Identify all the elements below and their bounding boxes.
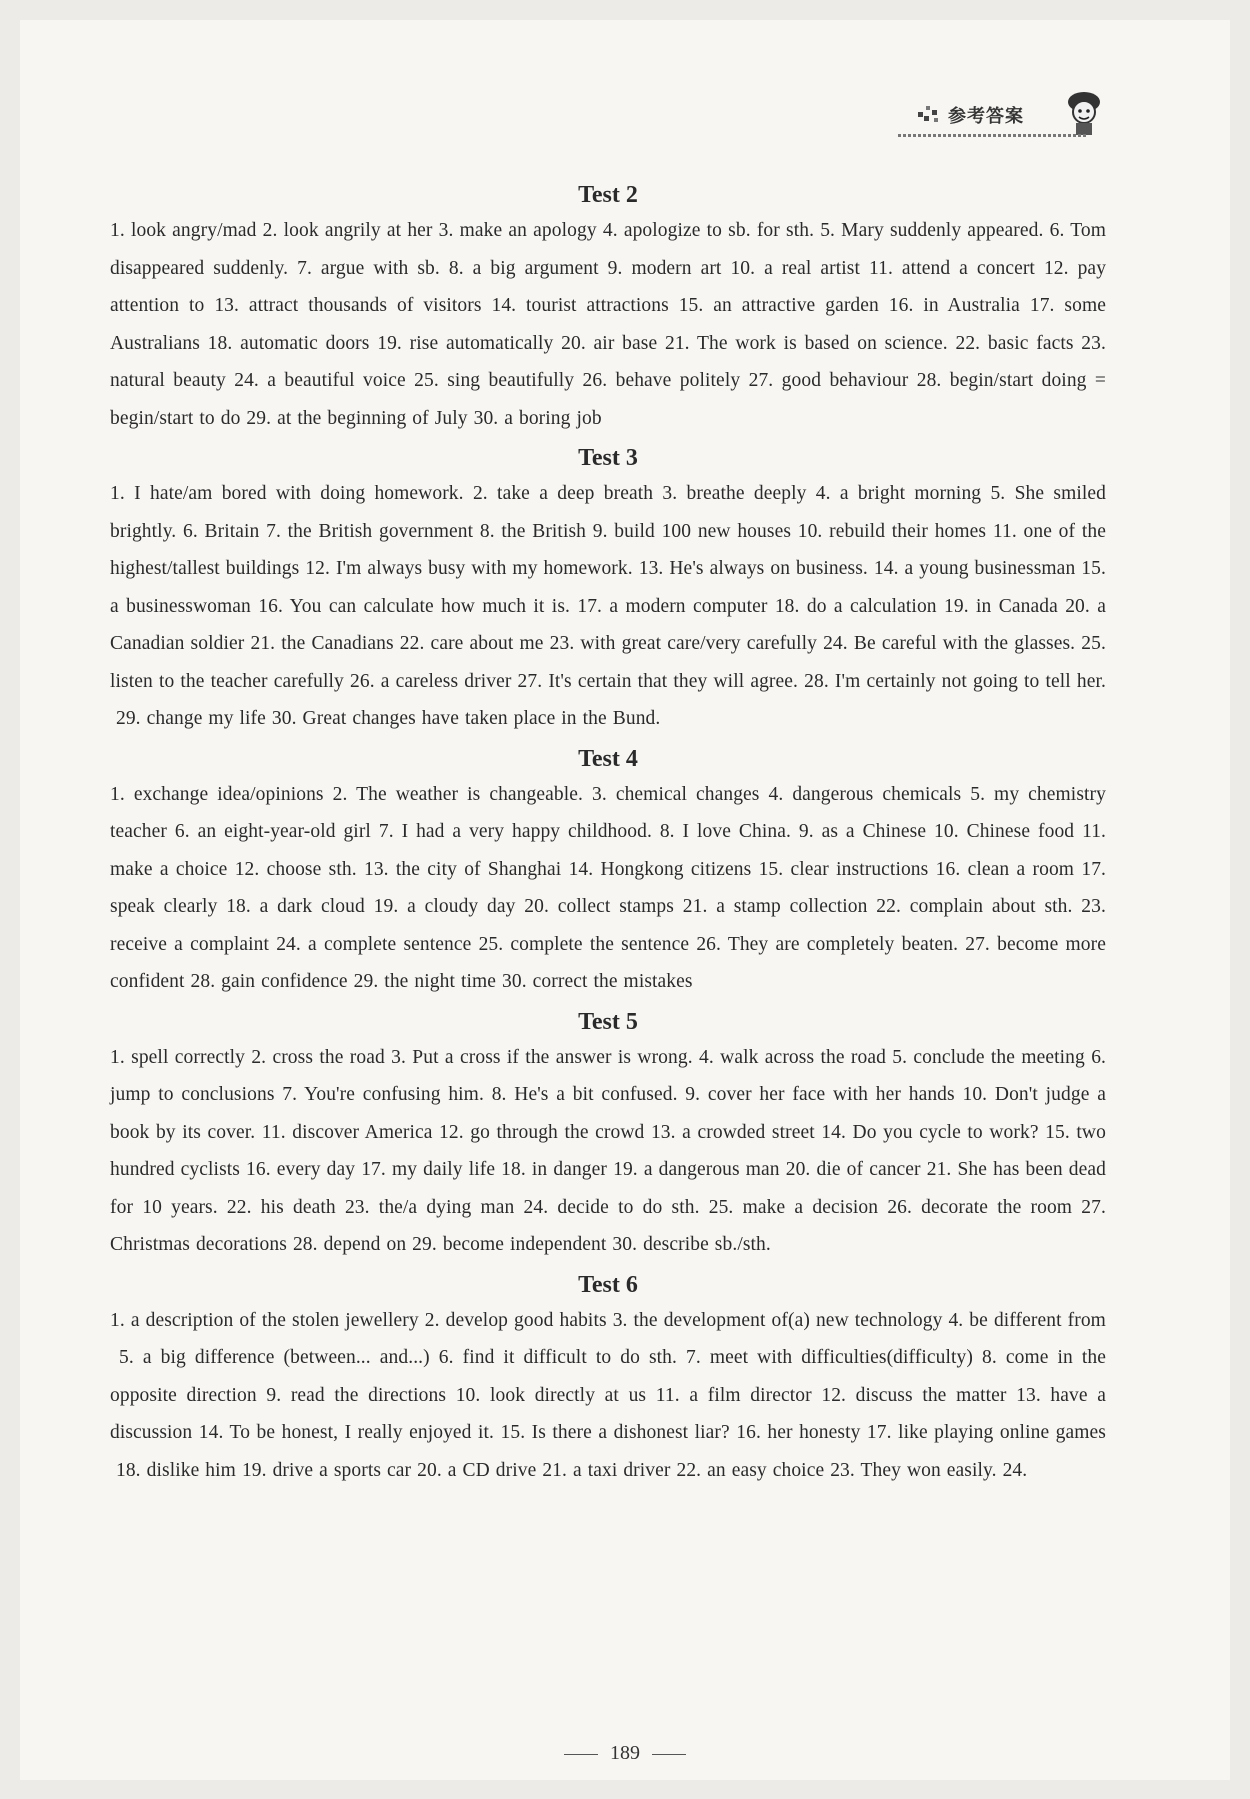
answer-item: 11. attend a concert [869, 257, 1035, 279]
answer-item: 22. care about me [399, 633, 544, 654]
answer-list [110, 1039, 1106, 1264]
answer-item: 19. a cloudy day [373, 896, 516, 917]
answer-item: 15. Is there a dishonest liar? [500, 1422, 730, 1443]
answer-item: 12. I'm always busy with my homework. [305, 558, 633, 579]
answer-item: 9. modern art [607, 257, 722, 279]
answer-item: 26. behave politely [582, 370, 741, 391]
answer-item: 17. speak clearly [110, 858, 1107, 917]
answer-item: 12. discuss the matter [821, 1384, 1007, 1406]
answer-item: 21. a taxi driver [542, 1459, 671, 1481]
answer-item: 20. a Canadian soldier [110, 595, 1106, 654]
answer-item: 16. every day [246, 1159, 356, 1180]
answer-item: 27. Christmas decorations [110, 1196, 1106, 1255]
answer-item: 5. Mary suddenly appeared. [820, 220, 1044, 241]
answer-item: 15. clear instructions [758, 858, 929, 880]
answer-item: 4. apologize to sb. for sth. [602, 220, 815, 241]
answer-item: 15. an attractive garden [678, 295, 879, 316]
answer-item: 18. automatic doors [207, 332, 370, 354]
answer-item: 22. an easy choice [676, 1459, 825, 1481]
answer-item: 17. a modern computer [577, 595, 768, 617]
answer-item: 21. a stamp collection [682, 896, 868, 917]
answer-item: 28. depend on [292, 1234, 407, 1255]
answer-item: 23. receive a complaint [110, 896, 1106, 955]
answer-item: 14. Do you cycle to work? [821, 1121, 1039, 1143]
section-title: Test 2 [578, 182, 638, 208]
answer-item: 26. decorate the room [887, 1196, 1073, 1218]
answer-item: 25. listen to the teacher carefully [110, 633, 1106, 692]
answer-item: 8. I love China. [659, 821, 791, 842]
answer-item: 14. a young businessman [873, 558, 1076, 579]
answer-item: 26. a careless driver [350, 670, 512, 692]
answer-item: 24. a beautiful voice [234, 370, 406, 391]
answer-item: 16. in Australia [888, 295, 1020, 316]
answer-item: 23. They won easily. [830, 1459, 997, 1481]
answer-item: 2. cross the road [251, 1046, 385, 1068]
answer-item: 16. You can calculate how much it is. [258, 595, 570, 617]
answer-item: 30. Great changes have taken place in the Bund. [271, 708, 661, 729]
answer-item: 18. dislike him [115, 1459, 236, 1481]
mascot-icon [1064, 88, 1104, 138]
answer-item: 6. an eight-year-old girl [174, 821, 371, 842]
answer-item: 8. come in the opposite direction [110, 1347, 1107, 1406]
answer-item: 4. dangerous chemicals [768, 783, 962, 805]
answer-item: 25. sing beautifully [414, 370, 575, 391]
answer-item: 27. It's certain that they will agree. [517, 670, 799, 692]
answer-item: 21. The work is based on science. [664, 332, 948, 354]
answer-content [110, 178, 1106, 1493]
answer-item: 13. He's always on business. [638, 558, 868, 579]
page-footer [0, 1742, 1250, 1765]
answer-item: 20. collect stamps [524, 896, 674, 917]
answer-item: 24. Be careful with the glasses. [823, 633, 1076, 654]
answer-item: 16. clean a room [935, 858, 1075, 880]
answer-item: 19. rise automatically [377, 332, 554, 354]
answer-item: 28. begin/start doing = begin/start to do [110, 370, 1107, 429]
page-number: 189 [610, 1742, 640, 1764]
answer-item: 19. drive a sports car [241, 1459, 412, 1481]
answer-item: 23. the/a dying man [344, 1196, 515, 1218]
answer-item: 6. find it difficult to do sth. [438, 1347, 677, 1368]
answer-item: 1. I hate/am bored with doing homework. [110, 483, 464, 504]
answer-item: 24. a complete sentence [276, 933, 472, 955]
answer-item: 11. one of the highest/tallest buildings [110, 520, 1106, 579]
answer-item: 24. [1002, 1459, 1028, 1481]
header-rule [898, 134, 1088, 137]
answer-item: 3. chemical changes [592, 783, 760, 805]
answer-item: 29. become independent [412, 1234, 607, 1255]
answer-item: 24. decide to do sth. [523, 1196, 700, 1218]
answer-item: 25. complete the sentence [478, 933, 690, 955]
footer-dash-right [652, 1754, 686, 1755]
answer-item: 18. in danger [501, 1159, 608, 1180]
answer-item: 21. the Canadians [250, 633, 394, 654]
answer-item: 14. Hongkong citizens [568, 858, 752, 880]
answer-item: 7. I had a very happy childhood. [378, 821, 652, 842]
answer-item: 20. a CD drive [417, 1459, 537, 1481]
answer-item: 29. the night time [353, 971, 497, 992]
answer-item: 17. some Australians [110, 295, 1106, 354]
answer-item: 3. Put a cross if the answer is wrong. [391, 1046, 693, 1068]
answer-item: 8. He's a bit confused. [491, 1084, 678, 1105]
answer-item: 3. make an apology [438, 220, 597, 241]
answer-item: 30. a boring job [473, 407, 602, 429]
answer-item: 3. the development of(a) new technology [612, 1309, 943, 1331]
answer-item: 12. go through the crowd [439, 1121, 645, 1143]
answer-item: 10. rebuild their homes [797, 520, 987, 542]
answer-item: 13. attract thousands of visitors [214, 295, 482, 316]
answer-item: 4. be different from [948, 1309, 1106, 1331]
answer-item: 6. Tom disappeared suddenly. [110, 220, 1106, 279]
answer-item: 18. a dark cloud [226, 896, 365, 917]
answer-item: 20. die of cancer [785, 1159, 921, 1180]
answer-item: 15. two hundred cyclists [110, 1121, 1106, 1180]
answer-item: 9. as a Chinese [798, 821, 927, 842]
answer-item: 14. To be honest, I really enjoyed it. [198, 1422, 495, 1443]
answer-item: 28. gain confidence [190, 971, 348, 992]
answer-item: 9. read the directions [266, 1384, 447, 1406]
answer-item: 1. look angry/mad [110, 220, 257, 241]
answer-item: 7. argue with sb. [297, 257, 440, 279]
answer-list [110, 776, 1106, 1001]
answer-item: 20. air base [561, 332, 658, 354]
answer-item: 4. walk across the road [699, 1046, 886, 1068]
answer-item: 13. a crowded street [650, 1121, 815, 1143]
answer-item: 9. build 100 new houses [592, 520, 792, 542]
answer-item: 23. natural beauty [110, 332, 1106, 391]
answer-list [110, 212, 1106, 437]
answer-item: 16. her honesty [736, 1422, 861, 1443]
section-title: Test 3 [578, 445, 638, 471]
answer-item: 11. make a choice [110, 821, 1107, 880]
answer-item: 17. my daily life [361, 1159, 496, 1180]
answer-item: 6. jump to conclusions [110, 1046, 1107, 1105]
section-title: Test 5 [578, 1008, 638, 1035]
answer-item: 13. the city of Shanghai [363, 858, 562, 880]
answer-item: 18. do a calculation [774, 595, 937, 617]
answer-item: 12. pay attention to [110, 257, 1107, 316]
answer-item: 5. She smiled brightly. [110, 483, 1107, 542]
answer-item: 13. have a discussion [110, 1384, 1107, 1443]
answer-item: 22. his death [226, 1196, 336, 1218]
answer-item: 23. with great care/very carefully [549, 633, 817, 654]
answer-item: 7. You're confusing him. [282, 1084, 484, 1105]
footer-dash-left [564, 1754, 598, 1755]
answer-item: 2. take a deep breath [472, 483, 654, 504]
answer-item: 8. a big argument [448, 257, 599, 279]
checker-icon [918, 102, 940, 124]
answer-item: 11. discover America [261, 1121, 433, 1143]
answer-item: 27. good behaviour [748, 370, 909, 391]
answer-item: 19. in Canada [944, 595, 1058, 617]
answer-item: 5. a big difference (between... and...) [119, 1347, 430, 1368]
answer-item: 25. make a decision [708, 1196, 879, 1218]
answer-item: 11. a film director [655, 1384, 812, 1406]
answer-item: 30. correct the mistakes [502, 971, 693, 992]
answer-list [110, 1302, 1106, 1490]
answer-item: 7. meet with difficulties(difficulty) [686, 1347, 973, 1368]
answer-list [110, 475, 1106, 738]
answer-item: 5. conclude the meeting [892, 1046, 1085, 1068]
answer-key-header [870, 88, 1100, 144]
answer-item: 17. like playing online games [866, 1422, 1106, 1443]
answer-item: 1. exchange idea/opinions [110, 783, 324, 805]
answer-item: 5. my chemistry teacher [110, 783, 1106, 842]
section-title: Test 6 [578, 1271, 638, 1298]
answer-item: 10. a real artist [730, 257, 861, 279]
answer-item: 4. a bright morning [815, 483, 982, 504]
answer-item: 10. look directly at us [455, 1384, 647, 1406]
answer-item: 10. Don't judge a book by its cover. [110, 1084, 1106, 1143]
answer-item: 10. Chinese food [934, 821, 1075, 842]
answer-item: 6. Britain [182, 520, 260, 542]
answer-item: 19. a dangerous man [613, 1159, 780, 1180]
answer-item: 15. a businesswoman [110, 558, 1106, 617]
answer-item: 2. look angrily at her [262, 220, 433, 241]
answer-item: 8. the British [479, 520, 587, 542]
answer-item: 2. The weather is changeable. [332, 783, 583, 805]
answer-key-label: 参考答案 [948, 106, 1024, 127]
answer-item: 1. spell correctly [110, 1046, 245, 1068]
answer-item: 2. develop good habits [424, 1309, 607, 1331]
answer-item: 27. become more confident [110, 933, 1106, 992]
section-title: Test 4 [578, 745, 638, 772]
answer-item: 12. choose sth. [234, 858, 357, 880]
answer-item: 9. cover her face with her hands [685, 1084, 955, 1105]
answer-item: 22. basic facts [955, 332, 1074, 354]
answer-item: 14. tourist attractions [491, 295, 669, 316]
answer-item: 29. change my life [115, 708, 266, 729]
answer-item: 1. a description of the stolen jewellery [110, 1309, 419, 1331]
answer-item: 29. at the beginning of July [246, 407, 468, 429]
answer-item: 3. breathe deeply [662, 483, 807, 504]
answer-item: 26. They are completely beaten. [696, 933, 959, 955]
answer-item: 21. She has been dead for 10 years. [110, 1159, 1106, 1218]
answer-item: 7. the British government [266, 520, 474, 542]
answer-item: 30. describe sb./sth. [612, 1234, 771, 1255]
answer-item: 22. complain about sth. [876, 896, 1073, 917]
answer-item: 28. I'm certainly not going to tell her. [804, 670, 1106, 692]
